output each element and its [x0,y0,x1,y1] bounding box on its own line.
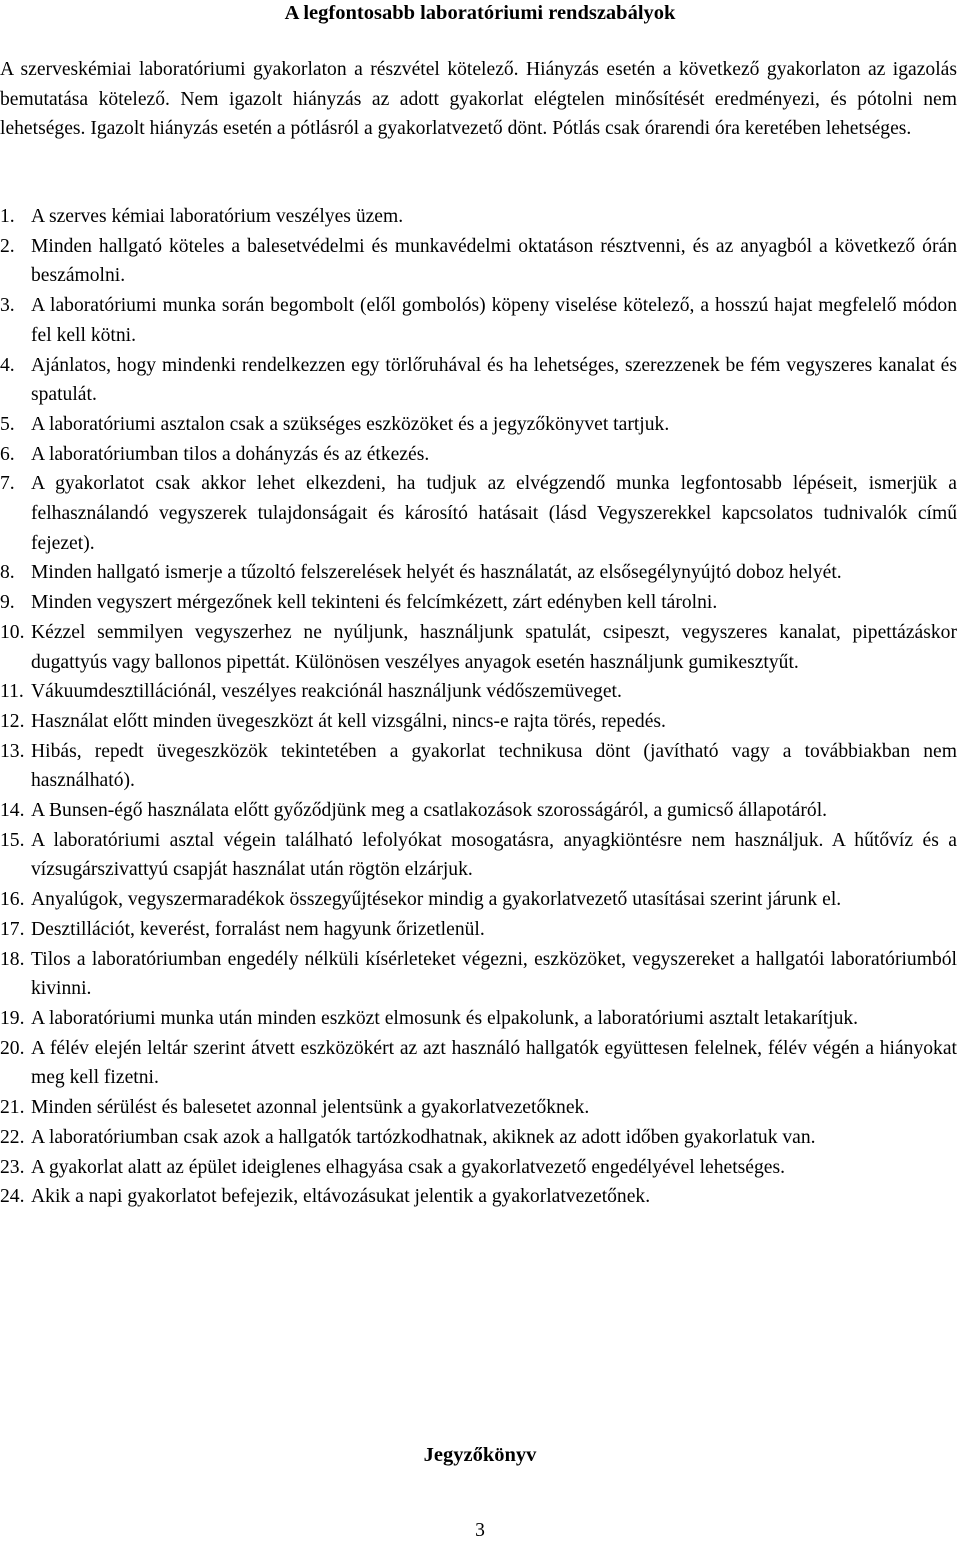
rule-item [0,707,957,737]
rule-item [0,232,957,291]
rule-item [0,202,957,232]
rule-item [0,826,957,885]
rule-text: Vákuumdesztillációnál, veszélyes reakciónál használjunk védőszemüveget. [31,681,622,703]
rule-number: 9. [0,592,15,614]
rule-item [0,1123,957,1153]
rule-text: A szerves kémiai laboratórium veszélyes üzem. [31,206,404,227]
rule-item [0,737,957,796]
rule-item [0,915,957,945]
rule-item [0,1093,957,1123]
page-number: 3 [475,1520,485,1541]
rule-text: Kézzel semmilyen vegyszerhez ne nyúljunk, használjunk spatulát, csipeszt, vegyszeres kanalat, pipettázáskor dugattyús vagy ballonos pipettát. Különösen veszélyes anyagok esetén használjunk gumikesztyűt. [31,621,957,673]
rule-number: 10. [0,621,25,643]
rule-item [0,440,957,470]
rule-item [0,796,957,826]
rule-item [0,1153,957,1183]
rule-number: 1. [0,206,15,227]
rule-text: A félév elején leltár szerint átvett eszközökért az azt használó hallgatók együttesen felelnek, félév végén a hiányokat meg kell fizetni. [31,1037,957,1089]
intro-paragraph: A szerveskémiai laboratóriumi gyakorlaton a részvétel kötelező. Hiányzás esetén a következő gyakorlaton az igazolás bemutatása kötelező. Nem igazolt hiányzás az adott gyakorlat elégtelen minősítését eredményezi, és pótolni nem lehetséges. Igazolt hiányzás esetén a pótlásról a gyakorlatvezető dönt. Pótlás csak órarendi óra keretében lehetséges. [0,59,957,140]
rule-number: 14. [0,800,25,822]
rule-item [0,410,957,440]
rule-text: Tilos a laboratóriumban engedély nélküli kísérleteket végezni, eszközöket, vegyszereket a hallgatói laboratóriumból kivinni. [31,948,957,1000]
rule-text: A gyakorlatot csak akkor lehet elkezdeni, ha tudjuk az elvégzendő munka legfontosabb lépéseit, ismerjük a felhasználandó vegyszerek tulajdonságait és károsító hatásait (lásd Vegyszerekkel kapcsolatos tudnivalók című fejezet). [31,473,957,554]
rule-number: 8. [0,562,15,584]
rule-text: A laboratóriumi munka során begombolt (elől gombolós) köpeny viselése kötelező, a hosszú hajat megfelelő módon fel kell kötni. [31,295,957,346]
rule-item [0,588,957,618]
rule-text: Anyalúgok, vegyszermaradékok összegyűjtésekor mindig a gyakorlatvezető utasításai szerint járunk el. [31,889,842,911]
rule-text: Minden vegyszert mérgezőnek kell tekinteni és felcímkézett, zárt edényben kell tárolni. [31,592,718,614]
rule-text: Minden hallgató ismerje a tűzoltó felszerelések helyét és használatát, az elsősegélynyújtó doboz helyét. [31,562,842,584]
rule-number: 7. [0,473,15,495]
rule-text: A laboratóriumban csak azok a hallgatók tartózkodhatnak, akiknek az adott időben gyakorlatuk van. [31,1126,816,1148]
rule-number: 19. [0,1007,25,1029]
rule-number: 21. [0,1097,25,1119]
rule-text: Ajánlatos, hogy mindenki rendelkezzen egy törlőruhával és ha lehetséges, szerezzenek be fém vegyszeres kanalat és spatulát. [31,354,957,406]
rule-item [0,1004,957,1034]
rule-item [0,1182,957,1212]
rule-item [0,291,957,350]
rule-item [0,469,957,558]
rule-item [0,351,957,410]
rule-number: 16. [0,889,25,911]
rule-number: 12. [0,710,25,732]
rule-number: 18. [0,948,25,970]
rule-number: 22. [0,1126,25,1148]
rule-item [0,945,957,1004]
rule-text: A laboratóriumi asztalon csak a szükséges eszközöket és a jegyzőkönyvet tartjuk. [31,413,670,435]
section-heading: Jegyzőkönyv [423,1444,537,1466]
rule-text: Akik a napi gyakorlatot befejezik, eltávozásukat jelentik a gyakorlatvezetőnek. [31,1186,651,1208]
rule-item [0,677,957,707]
rule-text: A laboratóriumi asztal végein található lefolyókat mosogatásra, anyagkiöntésre nem használjuk. A hűtővíz és a vízsugárszivattyú csapját használat után rögtön elzárjuk. [31,829,957,881]
rule-text: A gyakorlat alatt az épület ideiglenes elhagyása csak a gyakorlatvezető engedélyével lehetséges. [31,1156,786,1178]
rule-text: Minden sérülést és balesetet azonnal jelentsünk a gyakorlatvezetőknek. [31,1097,590,1119]
rule-item [0,1034,957,1093]
rule-number: 4. [0,354,15,376]
rule-number: 5. [0,413,15,435]
rule-number: 17. [0,918,25,940]
document-title: A legfontosabb laboratóriumi rendszabályok [284,2,676,24]
rule-number: 15. [0,829,25,851]
rule-number: 13. [0,740,25,762]
rule-item [0,885,957,915]
rule-number: 11. [0,681,24,703]
rule-text: A laboratóriumban tilos a dohányzás és az étkezés. [31,443,430,465]
rule-number: 20. [0,1037,25,1059]
rule-text: Desztillációt, keverést, forralást nem hagyunk őrizetlenül. [31,918,485,940]
rule-number: 24. [0,1186,25,1208]
rule-text: Minden hallgató köteles a balesetvédelmi és munkavédelmi oktatáson résztvenni, és az anyagból a következő órán beszámolni. [31,235,957,287]
rule-number: 3. [0,295,15,317]
rule-text: Hibás, repedt üvegeszközök tekintetében a gyakorlat technikusa dönt (javítható vagy a továbbiakban nem használható). [31,740,957,792]
rule-text: A Bunsen-égő használata előtt győződjünk meg a csatlakozások szorosságáról, a gumicső állapotáról. [31,800,828,822]
rule-text: A laboratóriumi munka után minden eszközt elmosunk és elpakolunk, a laboratóriumi asztalt letakarítjuk. [31,1007,859,1029]
rule-item [0,618,957,677]
rule-text: Használat előtt minden üvegeszközt át kell vizsgálni, nincs-e rajta törés, repedés. [31,710,666,732]
rule-item [0,558,957,588]
rule-number: 23. [0,1156,25,1178]
rules-list [0,202,957,1212]
rule-number: 6. [0,443,15,465]
rule-number: 2. [0,235,15,257]
